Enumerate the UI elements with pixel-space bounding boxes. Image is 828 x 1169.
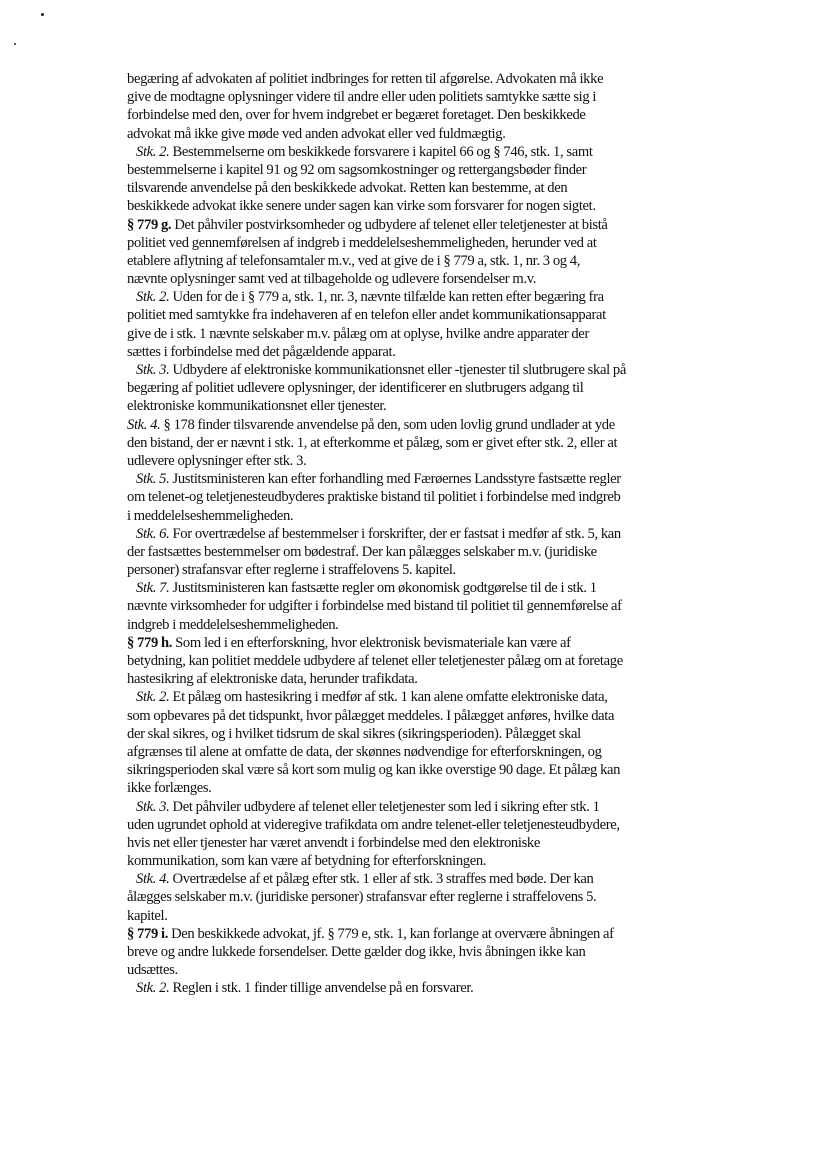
subsection-label: Stk. 2. (136, 689, 170, 706)
subsection-label: Stk. 2. (136, 289, 170, 306)
subsection-label: Stk. 3. (136, 362, 170, 378)
line-text: Et pålæg om hastesikring i medfør af stk. 1 kan alene omfatte elektroniske data, (169, 689, 608, 706)
text-line (127, 816, 712, 834)
line-text: give de modtagne oplysninger videre til andre eller uden politiets samtykke sætte sig i (127, 89, 597, 106)
line-text: nævnte oplysninger samt ved at tilbageholde og udlevere forsendelser m.v. (127, 271, 536, 288)
line-text: politiet ved gennemførelsen af indgreb i meddelelseshemmeligheden, herunder ved at (127, 234, 597, 251)
line-text: Det påhviler udbydere af telenet eller teletjenester som led i sikring efter stk. 1 (169, 798, 600, 815)
text-line (127, 197, 712, 215)
line-text: begæring af politiet udlevere oplysninger, der identificerer en slutbrugers adgang til (127, 380, 584, 397)
line-text: tilsvarende anvendelse på den beskikkede advokat. Retten kan bestemme, at den (127, 180, 568, 197)
line-text: Den beskikkede advokat, jf. § 779 e, stk. 1, kan forlange at overvære åbningen af (168, 925, 614, 942)
line-text: ikke forlænges. (127, 780, 212, 797)
line-text: nævnte virksomheder for udgifter i forbindelse med bistand til politiet til gennemførelse af (127, 598, 622, 615)
line-text: den bistand, der er nævnt i stk. 1, at efterkomme et pålæg, som er givet efter stk. 2, eller at (127, 434, 618, 451)
text-line (127, 306, 712, 324)
text-line (127, 270, 712, 288)
text-line (127, 798, 712, 816)
line-text: afgrænses til alene at omfatte de data, der skønnes nødvendige for efterforskningen, og (127, 743, 602, 760)
text-line (127, 507, 712, 525)
line-text: advokat må ikke give møde ved anden advokat eller ved fuldmægtig. (127, 125, 506, 142)
line-text: Uden for de i § 779 a, stk. 1, nr. 3, nævnte tilfælde kan retten efter begæring fra (169, 289, 604, 306)
text-line (127, 652, 712, 670)
line-text: forbindelse med den, over for hvem indgrebet er begæret foretaget. Den beskikkede (127, 107, 586, 124)
line-text: sikringsperioden skal være så kort som mulig og kan ikke overstige 90 dage. Et pålæg kan (127, 762, 621, 779)
line-text: hastesikring af elektroniske data, herunder trafikdata. (127, 671, 418, 688)
line-text: etablere aflytning af telefonsamtaler m.v., ved at give de i § 779 a, stk. 1, nr. 3 og 4, (127, 252, 581, 269)
text-line (127, 597, 712, 615)
text-line (127, 252, 712, 270)
text-line (127, 979, 712, 997)
line-text: der skal sikres, og i hvilket tidsrum de skal sikres (sikringsperioden). Pålægget skal (127, 725, 581, 742)
line-text: uden ugrundet ophold at videregive trafikdata om andre telenet-eller teletjenesteudbydere, (127, 816, 620, 833)
line-text: udlevere oplysninger efter stk. 3. (127, 452, 307, 469)
line-text: kapitel. (127, 907, 168, 924)
line-text: i meddelelseshemmeligheden. (127, 507, 294, 524)
text-line (127, 434, 712, 452)
text-line (127, 561, 712, 579)
text-line (127, 725, 712, 743)
section-number: § 779 i. (127, 925, 168, 942)
text-line (127, 543, 712, 561)
text-line (127, 579, 712, 597)
subsection-label: Stk. 2. (136, 980, 170, 997)
text-line (127, 416, 712, 434)
line-text: udsættes. (127, 962, 178, 979)
text-line (127, 470, 712, 488)
line-text: indgreb i meddelelseshemmeligheden. (127, 616, 339, 633)
line-text: elektroniske kommunikationsnet eller tjenester. (127, 398, 387, 415)
text-line (127, 925, 712, 943)
line-text: Reglen i stk. 1 finder tillige anvendelse på en forsvarer. (169, 980, 474, 997)
text-line (127, 161, 712, 179)
text-line (127, 688, 712, 706)
text-line (127, 452, 712, 470)
text-line (127, 907, 712, 925)
line-text: Udbydere af elektroniske kommunikationsnet eller -tjenester til slutbrugere skal på (169, 362, 626, 378)
line-text: beskikkede advokat ikke senere under sagen kan virke som forsvarer for nogen sigtet. (127, 198, 596, 215)
subsection-label: Stk. 4. (127, 416, 161, 433)
text-line (127, 288, 712, 306)
subsection-label: Stk. 3. (136, 798, 170, 815)
text-line (127, 234, 712, 252)
text-line (127, 834, 712, 852)
subsection-label: Stk. 5. (136, 471, 170, 488)
line-text: Det påhviler postvirksomheder og udbydere af telenet eller teletjenester at bistå (171, 216, 608, 233)
text-line (127, 106, 712, 124)
line-text: Som led i en efterforskning, hvor elektronisk bevismateriale kan være af (172, 634, 571, 651)
subsection-label: Stk. 7. (136, 580, 170, 597)
text-line (127, 670, 712, 688)
text-line (127, 761, 712, 779)
text-line (127, 325, 712, 343)
text-line (127, 143, 712, 161)
text-line (127, 88, 712, 106)
subsection-label: Stk. 6. (136, 525, 170, 542)
text-line (127, 616, 712, 634)
text-line (127, 888, 712, 906)
line-text: ålægges selskaber m.v. (juridiske personer) strafansvar efter reglerne i straffelovens 5. (127, 889, 597, 906)
line-text: sættes i forbindelse med det pågældende apparat. (127, 343, 396, 360)
line-text: som opbevares på det tidspunkt, hvor pålægget meddeles. I pålægget anføres, hvilke data (127, 707, 615, 724)
text-line (127, 943, 712, 961)
text-line (127, 852, 712, 870)
text-line (127, 488, 712, 506)
line-text: § 178 finder tilsvarende anvendelse på den, som uden lovlig grund undlader at yde (160, 416, 615, 433)
line-text: For overtrædelse af bestemmelser i forskrifter, der er fastsat i medfør af stk. 5, kan (169, 525, 621, 542)
text-line (127, 870, 712, 888)
line-text: give de i stk. 1 nævnte selskaber m.v. pålæg om at oplyse, hvilke andre apparater der (127, 325, 589, 342)
text-line (127, 70, 712, 88)
text-line (127, 379, 712, 397)
line-text: om telenet-og teletjenesteudbyderes praktiske bistand til politiet i forbindelse med indgreb (127, 489, 621, 506)
text-line (127, 361, 712, 379)
text-line (127, 216, 712, 234)
text-line (127, 179, 712, 197)
scan-speck (14, 43, 16, 45)
section-number: § 779 h. (127, 634, 173, 651)
section-number: § 779 g. (127, 216, 172, 233)
line-text: Overtrædelse af et pålæg efter stk. 1 eller af stk. 3 straffes med bøde. Der kan (169, 871, 594, 888)
text-line (127, 343, 712, 361)
line-text: bestemmelserne i kapitel 91 og 92 om sagsomkostninger og rettergangsbøder finder (127, 161, 587, 178)
text-line (127, 634, 712, 652)
line-text: Justitsministeren kan efter forhandling med Færøernes Landsstyre fastsætte regler (169, 471, 621, 488)
line-text: kommunikation, som kan være af betydning for efterforskningen. (127, 853, 487, 870)
line-text: hvis net eller tjenester har været anvendt i forbindelse med den elektroniske (127, 834, 540, 851)
text-line (127, 961, 712, 979)
line-text: betydning, kan politiet meddele udbydere af telenet eller teletjenester pålæg om at foretage (127, 653, 623, 669)
text-line (127, 707, 712, 725)
scan-speck (41, 13, 44, 16)
line-text: der fastsættes bestemmelser om bødestraf. Der kan pålægges selskaber m.v. (juridiske (127, 543, 597, 560)
line-text: Justitsministeren kan fastsætte regler om økonomisk godtgørelse til de i stk. 1 (169, 580, 597, 597)
text-line (127, 525, 712, 543)
line-text: personer) strafansvar efter reglerne i straffelovens 5. kapitel. (127, 562, 456, 579)
text-line (127, 779, 712, 797)
line-text: breve og andre lukkede forsendelser. Dette gælder dog ikke, hvis åbningen ikke kan (127, 944, 586, 960)
document-body (127, 70, 712, 998)
line-text: politiet med samtykke fra indehaveren af en telefon eller andet kommunikationsapparat (127, 307, 606, 324)
subsection-label: Stk. 2. (136, 143, 170, 160)
text-line (127, 743, 712, 761)
subsection-label: Stk. 4. (136, 871, 170, 888)
line-text: Bestemmelserne om beskikkede forsvarere i kapitel 66 og § 746, stk. 1, samt (169, 143, 593, 160)
line-text: begæring af advokaten af politiet indbringes for retten til afgørelse. Advokaten må ikke (127, 71, 604, 87)
text-line (127, 125, 712, 143)
text-line (127, 397, 712, 415)
